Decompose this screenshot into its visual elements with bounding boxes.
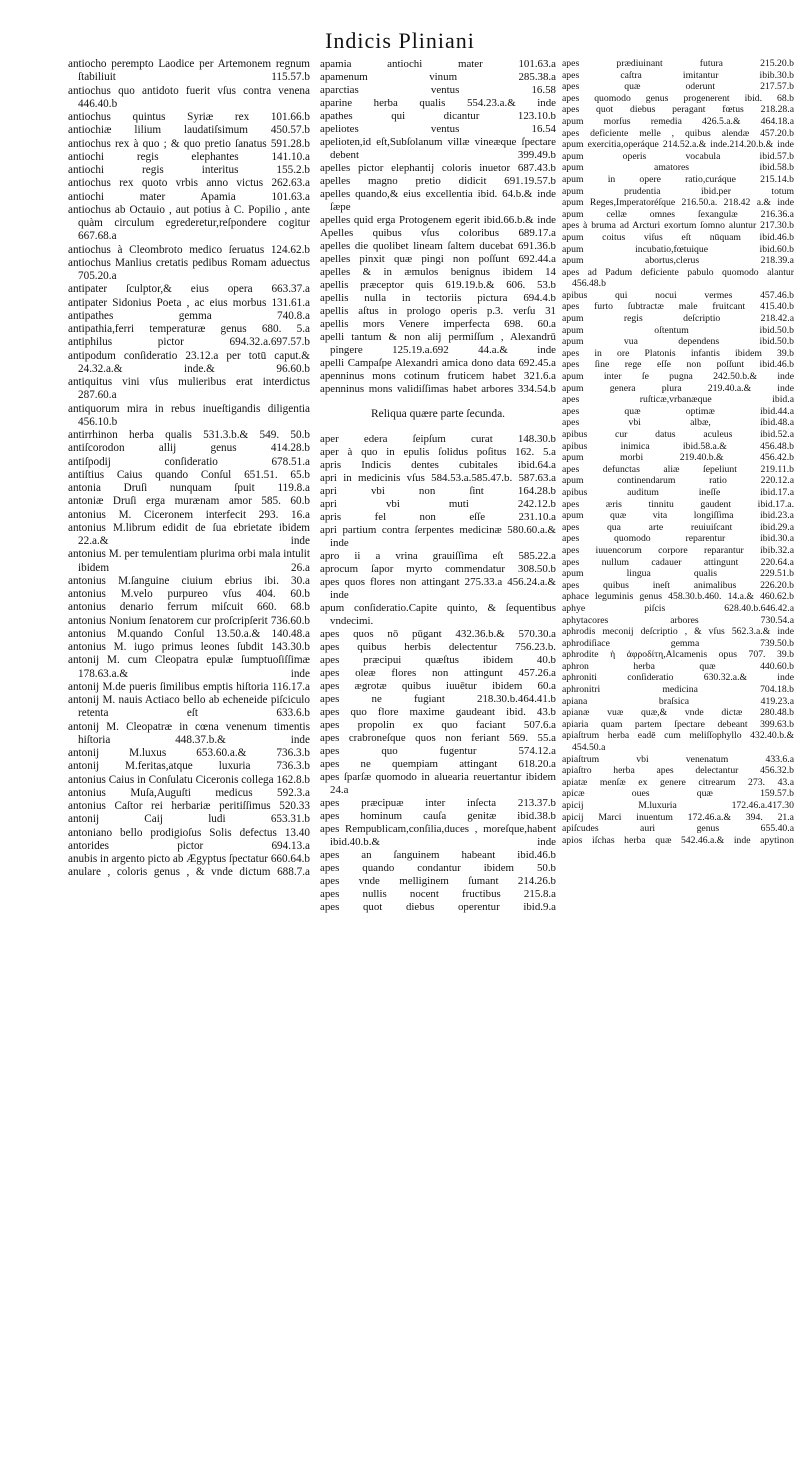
index-entry: apelioten,id eſt,Subſolanum villæ vineæque ſpectare debent 399.49.b xyxy=(320,136,556,161)
index-entry: apum quæ vita longiſſima ibid.23.a xyxy=(562,510,794,522)
index-entry: aphroniti conſideratio 630.32.a.& inde xyxy=(562,672,794,684)
index-entry: apes præcipuæ inter inſecta 213.37.b xyxy=(320,797,556,809)
index-entry: apes quomodo genus progenerent ibid. 68.b xyxy=(562,92,794,104)
index-entry: apes oleæ flores non attingunt 457.26.a xyxy=(320,667,556,679)
index-entry: apellis nulla in tectoriis pictura 694.4.b xyxy=(320,292,556,304)
index-entry: apellis aſtus in prologo operis p.3. verſu 31 xyxy=(320,305,556,317)
index-entry: antonius Nonium ſenatorem cur proſcripſerit 736.60.b xyxy=(68,614,310,627)
index-entry: apro ii a vrina grauiſſima eſt 585.22.a xyxy=(320,550,556,562)
index-entry: antonius M. Ciceronem interfecit 293. 16.a xyxy=(68,508,310,521)
index-entry: antiochus quintus Syriæ rex 101.66.b xyxy=(68,111,310,123)
index-entry: anubis in argento picto ab Ægyptus ſpectatur 660.64.b xyxy=(68,853,310,865)
index-entry: antiochi regis interitus 155.2.b xyxy=(68,164,310,176)
index-entry: apelles magno pretio didicit 691.19.57.b xyxy=(320,175,556,187)
index-entry: antoniano bello prodigioſus Solis defectus 13.40 xyxy=(68,826,310,839)
index-entry: apiaſtrum herba eadē cum meliſſophyllo 432.40.b.& 454.50.a xyxy=(562,730,794,754)
index-entry: antonius M. per temulentiam plurima orbi mala intulit ibidem 26.a xyxy=(68,548,310,574)
index-entry: apes quo flore maxime gaudeant ibid. 43.b xyxy=(320,706,556,718)
index-entry: antiſcorodon allij genus 414.28.b xyxy=(68,442,310,455)
index-entry: antiochus rex quoto vrbis anno victus 262.63.a xyxy=(68,177,310,190)
index-entry: aphrodiſiace gemma 739.50.b xyxy=(562,637,794,649)
index-entry: antoniæ Druſi erga murænam amor 585. 60.b xyxy=(68,495,310,508)
index-entry: apes iuuencorum corpore reparantur ibib.32.a xyxy=(562,544,794,556)
index-entry: apelles pinxit quæ pingi non poſſunt 692.44.a xyxy=(320,253,556,265)
index-entry: antipathes gemma 740.8.a xyxy=(68,309,310,322)
index-entry: apum continendarum ratio 220.12.a xyxy=(562,475,794,487)
index-entry: apicæ oues quæ 159.57.b xyxy=(562,788,794,800)
index-entry: antonius Muſa,Auguſti medicus 592.3.a xyxy=(68,786,310,799)
index-entry: antonius M.ſanguine ciuium ebrius ibi. 30.a xyxy=(68,574,310,587)
index-entry: apes crabroneſque quos non feriant 569. 55.a xyxy=(320,732,556,744)
index-entry: apes quomodo reparentur ibid.30.a xyxy=(562,533,794,545)
index-entry: Apelles quibus vſus coloribus 689.17.a xyxy=(320,227,556,239)
index-entry: antonij M. nauis Actiaco bello ab echeneide piſciculo retenta eſt 633.6.b xyxy=(68,694,310,720)
index-entry: aper edera ſeipſum curat 148.30.b xyxy=(320,433,556,445)
index-entry: apiaria quam partem ſpectare debeant 399.63.b xyxy=(562,718,794,730)
index-entry: apellis mors Venere imperfecta 698. 60.a xyxy=(320,318,556,330)
index-entry: antonij M. Cleopatræ in cœna venenum timentis hiſtoria 448.37.b.& inde xyxy=(68,720,310,746)
index-entry: apibus cur datus aculeus ibid.52.a xyxy=(562,429,794,440)
index-entry: antorides pictor 694.13.a xyxy=(68,839,310,852)
index-entry: apicij Marci inuentum 172.46.a.& 394. 21.a xyxy=(562,811,794,823)
index-entry: apes propolin ex quo faciant 507.6.a xyxy=(320,719,556,731)
index-entry: apes quos nō pūgant 432.36.b.& 570.30.a xyxy=(320,628,556,640)
index-entry: antiochiæ lilium laudatiſsimum 450.57.b xyxy=(68,124,310,137)
index-entry: apibus qui nocui vermes 457.46.b xyxy=(562,289,794,301)
index-entry: apibus inimica ibid.58.a.& 456.48.b xyxy=(562,440,794,452)
index-entry: apiſcudes auri genus 655.40.a xyxy=(562,823,794,835)
index-entry: antiochus Manlius cretatis pedibus Romam aduectus 705.20.a xyxy=(68,256,310,282)
index-entry: apiaſtrum vbi venenatum 433.6.a xyxy=(562,753,794,765)
index-column-2 xyxy=(320,58,556,1459)
index-entry: apeliotes ventus 16.54 xyxy=(320,123,556,135)
index-entry: apum prudentia ibid.per totum xyxy=(562,185,794,197)
index-entry: antonius M.velo purpureo vſus 404. 60.b xyxy=(68,588,310,600)
index-entry: apes ne fugiant 218.30.b.464.41.b xyxy=(320,693,556,705)
index-entry: apes furto ſubtractæ male fruitcant 415.40.b xyxy=(562,301,794,313)
index-entry: aphytacores arbores 730.54.a xyxy=(562,614,794,626)
index-entry: apum incubatio,fœtuique ibid.60.b xyxy=(562,243,794,255)
index-entry: antipathia,ferri temperaturæ genus 680. 5.a xyxy=(68,323,310,335)
index-entry: antonius denario ferrum miſcuit 660. 68.b xyxy=(68,601,310,614)
index-entry: antiochi mater Apamia 101.63.a xyxy=(68,190,310,203)
index-entry: antipodum conſideratio 23.12.a per totū caput.& 24.32.a.& inde.& 96.60.b xyxy=(68,349,310,375)
index-entry: apes quot diebus peragant fœtus 218.28.a xyxy=(562,104,794,116)
index-entry: apes an ſanguinem habeant ibid.46.b xyxy=(320,849,556,861)
index-entry: apes ad Padum deficiente pabulo quomodo alantur 456.48.b xyxy=(562,266,794,290)
index-entry: antirrhinon herba qualis 531.3.b.& 549. 50.b xyxy=(68,429,310,441)
index-entry: anulare , coloris genus , & vnde dictum 688.7.a xyxy=(68,866,310,879)
index-entry: apes hominum cauſa genitæ ibid.38.b xyxy=(320,810,556,822)
index-entry: antiochus rex à quo ; & quo pretio ſanatus 591.28.b xyxy=(68,137,310,150)
index-entry: apum coitus viſus eſt nūquam ibid.46.b xyxy=(562,231,794,243)
index-entry: apes quos flores non attingant 275.33.a 456.24.a.& inde xyxy=(320,576,556,601)
index-entry: apelles quid erga Protogenem egerit ibid.66.b.& inde xyxy=(320,214,556,226)
index-entry: antonius M.librum edidit de ſua ebrietate ibidem 22.a.& inde xyxy=(68,521,310,547)
index-entry: apes ægrotæ quibus iuuētur ibidem 60.a xyxy=(320,680,556,692)
index-entry: aparine herba qualis 554.23.a.& inde xyxy=(320,97,556,109)
index-entry: apris fel non eſſe 231.10.a xyxy=(320,511,556,523)
index-column-2-bottom xyxy=(320,433,556,914)
index-entry: antiocho perempto Laodice per Artemonem regnum ſtabiliuit 115.57.b xyxy=(68,58,310,84)
index-entry: apiaſtro herba apes delectantur 456.32.b xyxy=(562,765,794,777)
index-entry: apes deficiente melle , quibus alendæ 457.20.b xyxy=(562,127,794,139)
index-entry: antiochus à Cleombroto medico ſeruatus 124.62.b xyxy=(68,243,310,256)
index-entry: apri vbi non ſint 164.28.b xyxy=(320,485,556,497)
index-entry: apiatæ menſæ ex genere citrearum 273. 43.a xyxy=(562,776,794,788)
index-entry: apes defunctas aliæ ſepeliunt 219.11.b xyxy=(562,463,794,475)
page-title: Indicis Pliniani xyxy=(325,28,475,53)
index-entry: aphye piſcis 628.40.b.646.42.a xyxy=(562,602,794,614)
index-entry: antiſpodij conſideratio 678.51.a xyxy=(68,455,310,468)
index-entry: apes in ore Platonis infantis ibidem 39.b xyxy=(562,347,794,359)
index-entry: apibus auditum ineſſe ibid.17.a xyxy=(562,486,794,498)
index-entry: aphrodis meconij deſcriptio , & vſus 562.3.a.& inde xyxy=(562,626,794,638)
index-entry: antonij M. cum Cleopatra epulæ ſumptuoſiſſimæ 178.63.a.& inde xyxy=(68,654,310,680)
index-entry: apum lingua qualis 229.51.b xyxy=(562,568,794,580)
index-entry: apes quando condantur ibidem 50.b xyxy=(320,862,556,874)
index-entry: apes ne quempiam attingant 618.20.a xyxy=(320,758,556,770)
index-entry: apes quot diebus operentur ibid.9.a xyxy=(320,901,556,913)
index-entry: apum operis vocabula ibid.57.b xyxy=(562,150,794,162)
index-entry: antipater Sidonius Poeta , ac eius morbus 131.61.a xyxy=(68,296,310,309)
index-entry: apri vbi muti 242.12.b xyxy=(320,498,556,510)
index-entry: apes qua arte reuiuiſcant ibid.29.a xyxy=(562,521,794,533)
index-entry: apes à bruma ad Arcturi exortum ſomno aluntur 217.30.b xyxy=(562,220,794,232)
index-entry: apes vbi albæ, ibid.48.a xyxy=(562,417,794,429)
index-entry: antiſtius Caius quando Conſul 651.51. 65.b xyxy=(68,468,310,481)
index-entry: apum morſus remedia 426.5.a.& 464.18.a xyxy=(562,115,794,127)
index-entry: apamenum vinum 285.38.a xyxy=(320,71,556,83)
index-entry: apum regis deſcriptio 218.42.a xyxy=(562,313,794,325)
index-entry: apum oſtentum ibid.50.b xyxy=(562,324,794,336)
index-entry: aper à quo in epulis ſolidus poſitus 162. 5.a xyxy=(320,446,556,458)
index-entry: apes ruſticæ,vrbanæque ibid.a xyxy=(562,394,794,406)
index-entry: apum Reges,Imperatoréſque 216.50.a. 218.42 a.& inde xyxy=(562,197,794,209)
index-entry: antiphilus pictor 694.32.a.697.57.b xyxy=(68,336,310,349)
index-entry: apum conſideratio.Capite quinto, & ſequentibus vndecimi. xyxy=(320,602,556,627)
index-entry: apum inter ſe pugna 242.50.b.& inde xyxy=(562,371,794,383)
index-entry: antonius M.quando Conſul 13.50.a.& 140.48.a xyxy=(68,627,310,640)
index-entry: antonius Caius in Conſulatu Ciceronis collega 162.8.b xyxy=(68,773,310,786)
index-entry: antonij Caij ludi 653.31.b xyxy=(68,813,310,826)
index-entry: aphrodite ἡ ἀφροδίτη,Alcamenis opus 707. 39.b xyxy=(562,649,794,661)
index-entry: apum morbi 219.40.b.& 456.42.b xyxy=(562,452,794,464)
index-entry: apum abortus,clerus 218.39.a xyxy=(562,255,794,267)
index-entry: apes Rempublicam,conſilia,duces , moreſque,habent ibid.40.b.& inde xyxy=(320,823,556,848)
index-entry: apamia antiochi mater 101.63.a xyxy=(320,58,556,70)
index-entry: antonius Caſtor rei herbariæ peritiſſimus 520.33 xyxy=(68,800,310,812)
index-entry: apenninus mons cotinum fruticem habet 321.6.a xyxy=(320,370,556,382)
index-entry: apelli Campaſpe Alexandri amica dono data 692.45.a xyxy=(320,357,556,369)
index-entry: apes æris tinnitu gaudent ibid.17.a. xyxy=(562,498,794,510)
index-entry: antipater ſculptor,& eius opera 663.37.a xyxy=(68,283,310,296)
index-entry: apios iſchas herba quæ 542.46.a.& inde apytinon xyxy=(562,834,794,846)
index-entry: apiana braſsica 419.23.a xyxy=(562,695,794,707)
index-entry: apes quæ optimæ ibid.44.a xyxy=(562,405,794,417)
index-entry: antonij M.luxus 653.60.a.& 736.3.b xyxy=(68,747,310,759)
index-entry: antiquitus vini vſus mulieribus erat interdictus 287.60.a xyxy=(68,376,310,402)
index-entry: apelles die quolibet lineam ſaltem ducebat 691.36.b xyxy=(320,240,556,252)
index-entry: apes quæ oderunt 217.57.b xyxy=(562,81,794,93)
index-entry: aphronitri medicina 704.18.b xyxy=(562,684,794,696)
index-entry: apes quo fugentur 574.12.a xyxy=(320,745,556,757)
index-entry: antiochus quo antidoto fuerit vſus contra venena 446.40.b xyxy=(68,84,310,110)
index-entry: aprocum ſapor myrto commendatur 308.50.b xyxy=(320,563,556,575)
index-entry: apes nullum cadauer attingunt 220.64.a xyxy=(562,556,794,568)
index-entry: apum exercitia,operáque 214.52.a.& inde.214.20.b.& inde xyxy=(562,139,794,151)
index-entry: apum vua dependens ibid.50.b xyxy=(562,336,794,348)
index-entry: apianæ vuæ quæ,& vnde dictæ 280.48.b xyxy=(562,707,794,719)
index-entry: antiochus ab Octauio , aut potius à C. Popilio , ante quàm circulum egrederetur,reſpondere cogitur 667.68.a xyxy=(68,203,310,243)
index-entry: apes vnde melliginem ſumant 214.26.b xyxy=(320,875,556,887)
index-entry: apes ſparſæ quomodo in aluearia reuertantur ibidem 24.a xyxy=(320,771,556,796)
index-entry: apum cellæ omnes ſexangulæ 216.36.a xyxy=(562,208,794,220)
index-entry: apenninus mons validiſſimas habet arbores 334.54.b xyxy=(320,383,556,395)
index-column-3 xyxy=(562,58,794,1459)
index-entry: antiquorum mira in rebus inueſtigandis diligentia 456.10.b xyxy=(68,402,310,428)
index-entry: apes ſine rege eſſe non poſſunt ibid.46.b xyxy=(562,359,794,371)
index-entry: apicij M.luxuria 172.46.a.417.30 xyxy=(562,800,794,811)
index-entry: apelles quando,& eius excellentia ibid. 64.b.& inde ſæpe xyxy=(320,188,556,213)
index-entry: apris Indicis dentes cubitales ibid.64.a xyxy=(320,459,556,471)
index-entry: aphron herba quæ 440.60.b xyxy=(562,660,794,672)
index-entry: aphace leguminis genus 458.30.b.460. 14.a.& 460.62.b xyxy=(562,591,794,603)
index-entry: apes quibus ineſt animalibus 226.20.b xyxy=(562,579,794,591)
index-column-1 xyxy=(68,58,310,1459)
index-entry: apelles & in æmulos benignus ibidem 14 xyxy=(320,266,556,278)
index-entry: apum in opere ratio,curáque 215.14.b xyxy=(562,173,794,185)
index-column-2-top xyxy=(320,58,556,396)
index-entry: antonius M. iugo primus leones ſubdit 143.30.b xyxy=(68,641,310,653)
index-entry: apum genera plura 219.40.a.& inde xyxy=(562,382,794,394)
index-entry: apes quibus herbis delectentur 756.23.b. xyxy=(320,641,556,653)
index-entry: antonij M.de pueris ſimilibus emptis hiſtoria 116.17.a xyxy=(68,680,310,693)
section-note: Reliqua quære parte ſecunda. xyxy=(370,408,506,420)
index-entry: apathes qui dicantur 123.10.b xyxy=(320,110,556,122)
index-entry: aparctias ventus 16.58 xyxy=(320,84,556,96)
index-entry: apelli tantum & non alij permiſſum , Alexandrū pingere 125.19.a.692 44.a.& inde xyxy=(320,331,556,356)
index-entry: apellis præceptor quis 619.19.b.& 606. 53.b xyxy=(320,279,556,291)
index-entry: apes caſtra imitantur ibib.30.b xyxy=(562,69,794,81)
index-entry: apes præcipui quæſtus ibidem 40.b xyxy=(320,654,556,666)
index-entry: apes prædiuinant futura 215.20.b xyxy=(562,58,794,69)
index-entry: apum amatores ibid.58.b xyxy=(562,162,794,174)
index-entry: apes nullis nocent fructibus 215.8.a xyxy=(320,888,556,900)
index-entry: apelles pictor elephantij coloris inuetor 687.43.b xyxy=(320,162,556,174)
index-entry: antonia Druſi nunquam ſpuit 119.8.a xyxy=(68,482,310,494)
index-entry: antonij M.feritas,atque luxuria 736.3.b xyxy=(68,760,310,773)
index-entry: antiochi regis elephantes 141.10.a xyxy=(68,150,310,163)
index-entry: apri partium contra ſerpentes medicinæ 580.60.a.& inde xyxy=(320,524,556,549)
index-entry: apri in medicinis vſus 584.53.a.585.47.b. 587.63.a xyxy=(320,472,556,484)
